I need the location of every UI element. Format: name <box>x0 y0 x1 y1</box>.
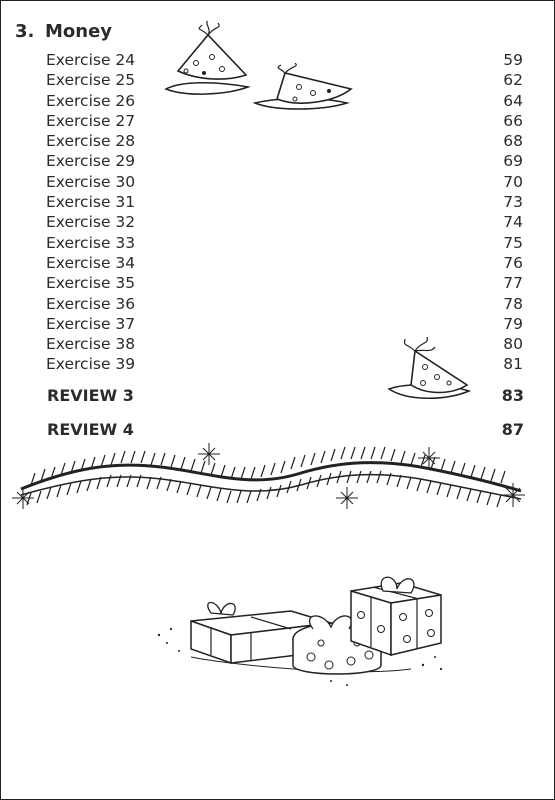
page-number: 70 <box>503 172 523 191</box>
page-number: 69 <box>503 152 523 171</box>
gift-boxes-icon <box>151 569 461 694</box>
page-number: 78 <box>503 294 523 313</box>
review-row <box>47 419 524 441</box>
list-item <box>46 172 523 192</box>
list-item <box>46 273 523 293</box>
section-title: Money <box>45 21 113 42</box>
page-number: 77 <box>503 274 523 293</box>
page-number: 79 <box>503 314 523 333</box>
exercise-label: Exercise 36 <box>46 294 136 313</box>
page-number: 76 <box>503 253 523 272</box>
exercise-label: Exercise 35 <box>46 274 136 293</box>
review-label: REVIEW 3 <box>47 386 134 405</box>
exercise-label: Exercise 28 <box>46 132 136 151</box>
page-number: 81 <box>503 355 523 374</box>
list-item <box>46 233 523 253</box>
exercise-label: Exercise 32 <box>46 213 136 232</box>
section-number: 3. <box>15 21 35 42</box>
list-item <box>46 151 523 171</box>
tinsel-garland-icon <box>11 439 531 529</box>
page-number: 62 <box>503 71 523 90</box>
page-number: 74 <box>503 213 523 232</box>
page-number: 68 <box>503 132 523 151</box>
list-item <box>46 212 523 232</box>
list-item <box>46 294 523 314</box>
exercise-label: Exercise 33 <box>46 233 136 252</box>
exercise-label: Exercise 24 <box>46 51 136 69</box>
page-number: 64 <box>503 91 523 110</box>
exercise-label: Exercise 29 <box>46 152 136 171</box>
exercise-label: Exercise 26 <box>46 91 136 110</box>
exercise-label: Exercise 30 <box>46 172 136 191</box>
page-number: 80 <box>503 335 523 354</box>
exercise-label: Exercise 31 <box>46 193 136 212</box>
page-number: 59 <box>503 51 523 69</box>
list-item <box>46 314 523 334</box>
exercise-label: Exercise 39 <box>46 355 136 374</box>
party-hat-icon <box>156 21 256 101</box>
page-number: 83 <box>501 386 524 405</box>
list-item <box>46 192 523 212</box>
exercise-label: Exercise 38 <box>46 335 136 354</box>
list-item <box>46 131 523 151</box>
page-number: 66 <box>503 111 523 130</box>
party-hat-icon <box>385 337 475 411</box>
list-item <box>46 253 523 273</box>
page-number: 73 <box>503 193 523 212</box>
exercise-label: Exercise 25 <box>46 71 136 90</box>
section-heading <box>15 21 112 42</box>
party-hat-icon <box>251 63 361 123</box>
exercise-label: Exercise 37 <box>46 314 136 333</box>
page-number: 75 <box>503 233 523 252</box>
review-label: REVIEW 4 <box>47 420 134 439</box>
page-number: 87 <box>501 420 524 439</box>
exercise-label: Exercise 27 <box>46 111 136 130</box>
exercise-label: Exercise 34 <box>46 253 136 272</box>
